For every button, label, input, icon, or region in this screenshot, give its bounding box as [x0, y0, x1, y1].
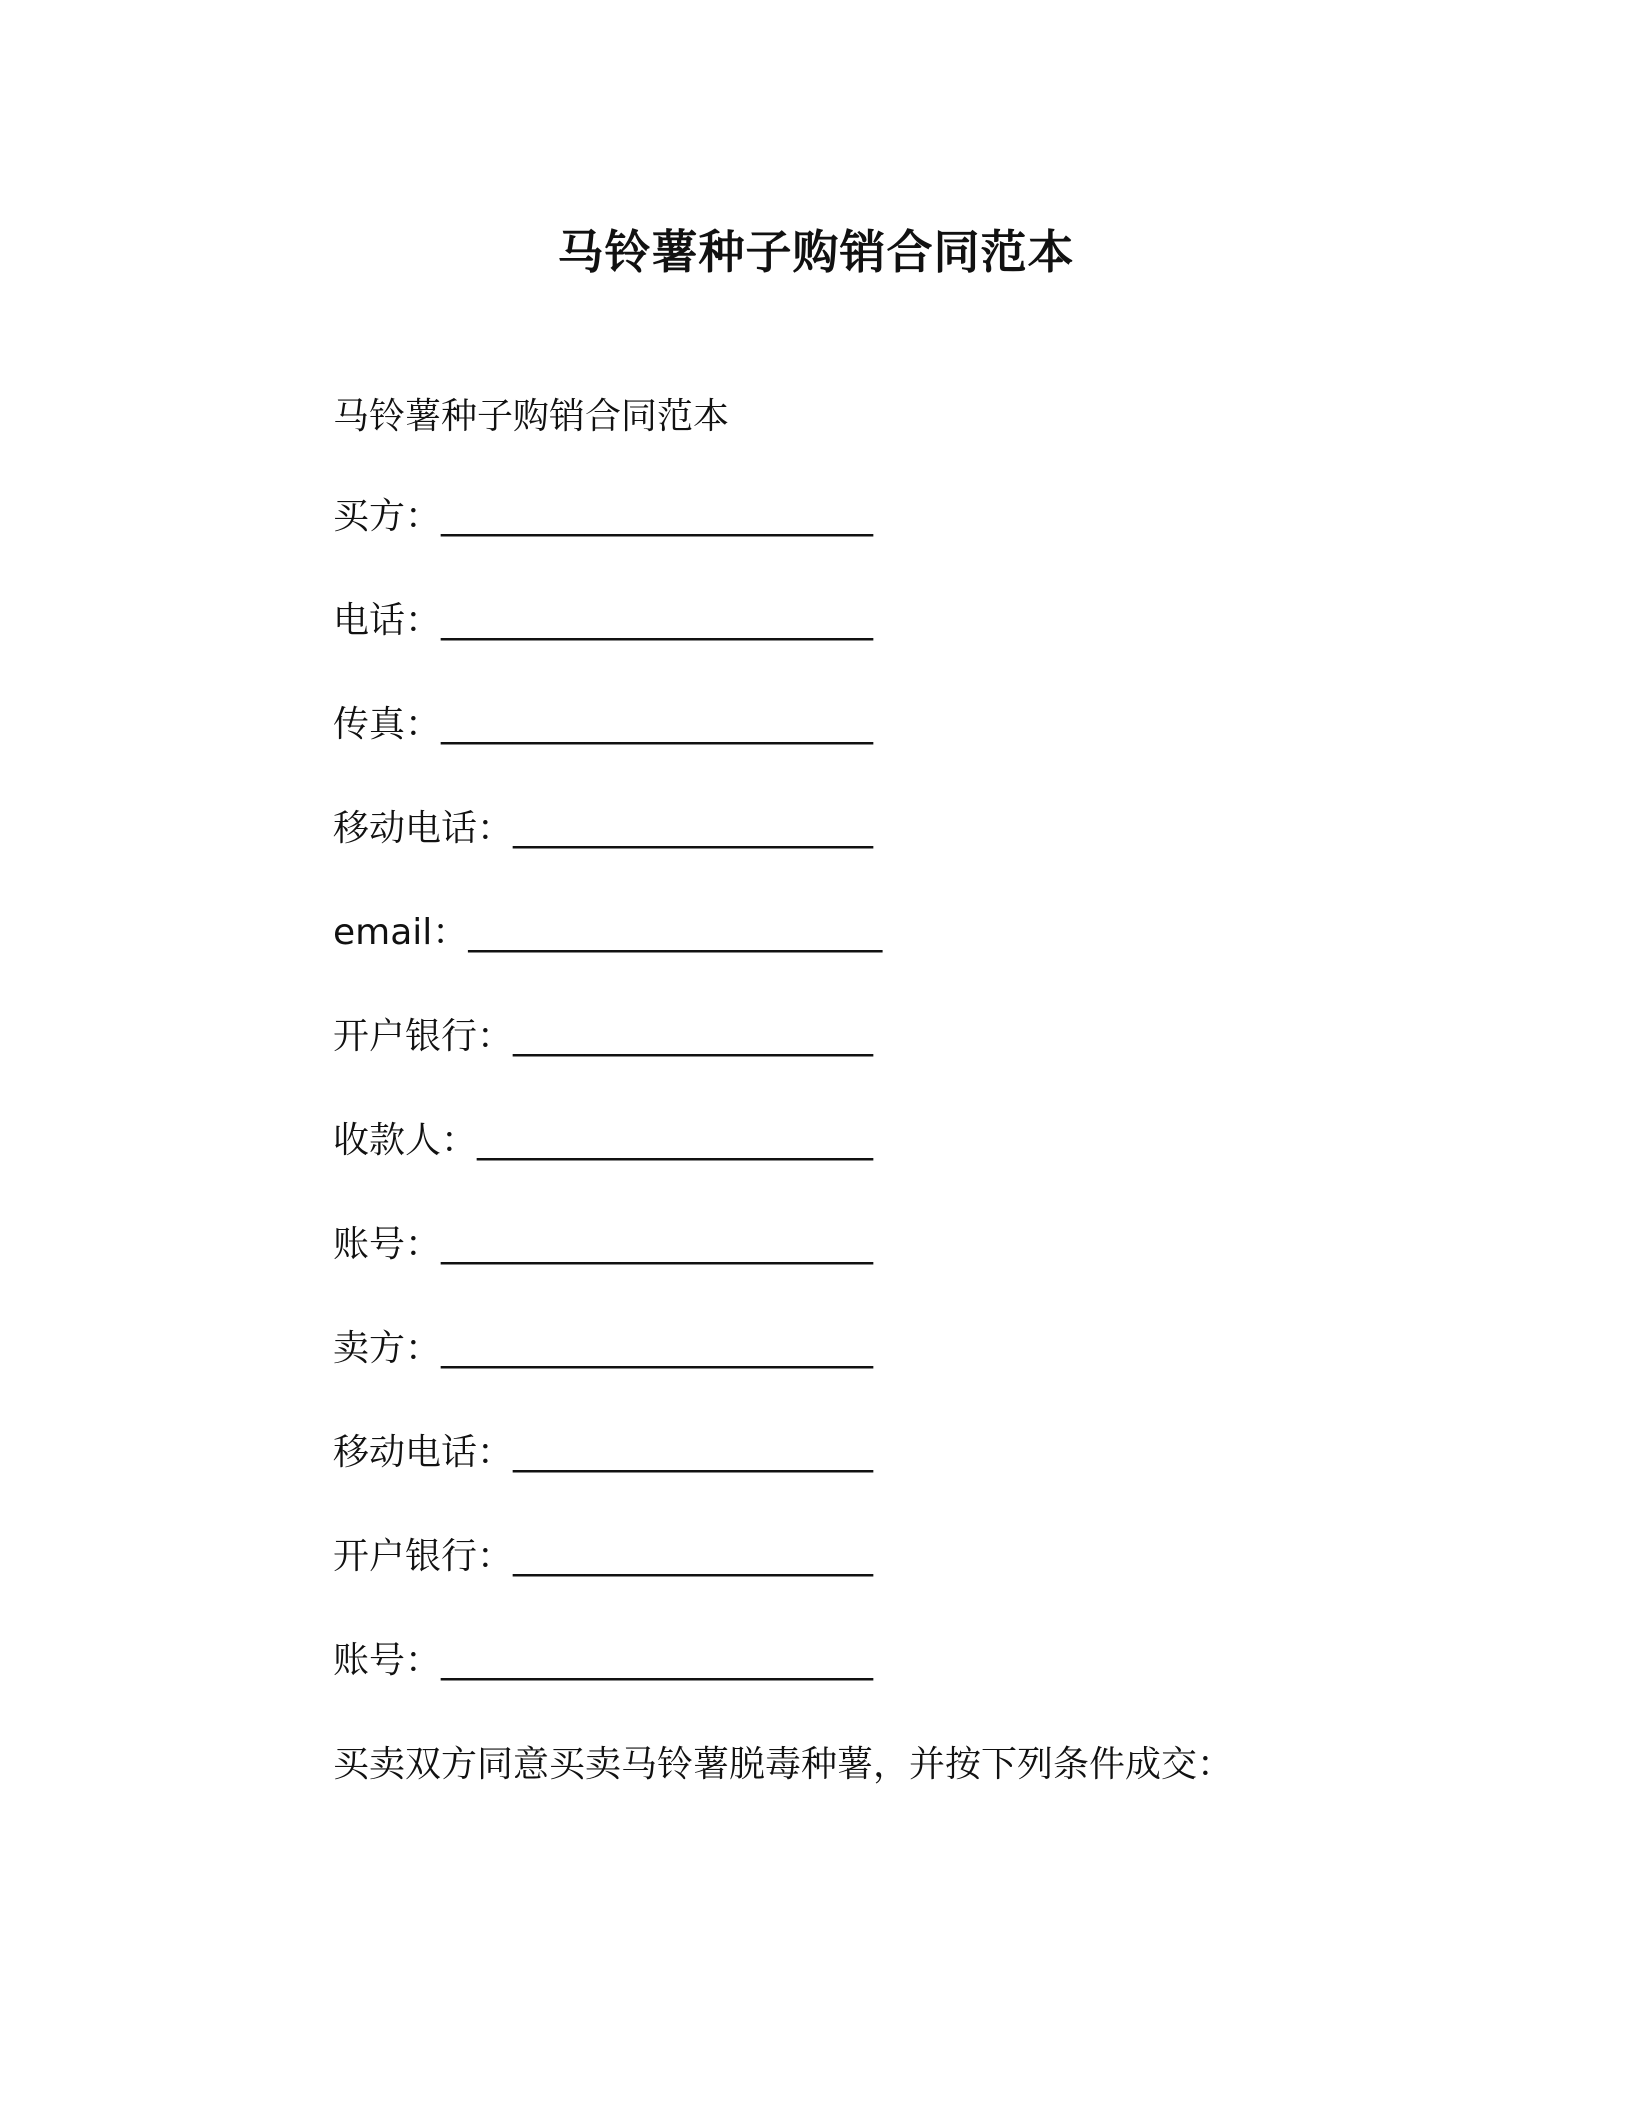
field-buyer-mobile [333, 805, 1333, 853]
field-blank-payee: ______________________ [477, 1120, 874, 1161]
field-blank-buyer-bank: ____________________ [513, 1016, 874, 1057]
field-label-buyer-email: email： [333, 912, 469, 953]
field-label-seller-mobile: 移动电话： [333, 1432, 514, 1473]
field-label-buyer-bank: 开户银行： [333, 1016, 514, 1057]
field-buyer-bank [333, 1013, 1333, 1061]
field-blank-buyer-account: ________________________ [441, 1224, 874, 1265]
field-buyer-fax [333, 701, 1333, 749]
field-blank-buyer-mobile: ____________________ [513, 808, 874, 849]
closing-paragraph: 买卖双方同意买卖马铃薯脱毒种薯，并按下列条件成交： [333, 1744, 1234, 1785]
field-buyer [333, 493, 1333, 541]
field-label-seller: 卖方： [333, 1328, 442, 1369]
field-blank-seller-account: ________________________ [441, 1640, 874, 1681]
field-blank-seller-mobile: ____________________ [513, 1432, 874, 1473]
field-blank-buyer-fax: ________________________ [441, 704, 874, 745]
field-label-buyer-account: 账号： [333, 1224, 442, 1265]
document-subtitle: 马铃薯种子购销合同范本 [333, 396, 730, 437]
field-buyer-phone [333, 597, 1333, 645]
field-label-seller-bank: 开户银行： [333, 1536, 514, 1577]
field-payee [333, 1117, 1333, 1165]
field-label-buyer-fax: 传真： [333, 704, 442, 745]
field-blank-buyer-email: _______________________ [468, 912, 883, 953]
document-body [333, 393, 1333, 1845]
document-title: 马铃薯种子购销合同范本 [557, 225, 1075, 279]
field-seller-mobile [333, 1429, 1333, 1477]
field-blank-seller: ________________________ [441, 1328, 874, 1369]
field-label-payee: 收款人： [333, 1120, 478, 1161]
field-seller [333, 1325, 1333, 1373]
field-label-seller-account: 账号： [333, 1640, 442, 1681]
field-seller-account [333, 1637, 1333, 1685]
field-buyer-email [333, 909, 1333, 957]
field-label-buyer-mobile: 移动电话： [333, 808, 514, 849]
field-label-buyer: 买方： [333, 496, 442, 537]
field-blank-buyer-phone: ________________________ [441, 600, 874, 641]
field-blank-buyer: ________________________ [441, 496, 874, 537]
field-seller-bank [333, 1533, 1333, 1581]
field-label-buyer-phone: 电话： [333, 600, 442, 641]
field-blank-seller-bank: ____________________ [513, 1536, 874, 1577]
field-buyer-account [333, 1221, 1333, 1269]
